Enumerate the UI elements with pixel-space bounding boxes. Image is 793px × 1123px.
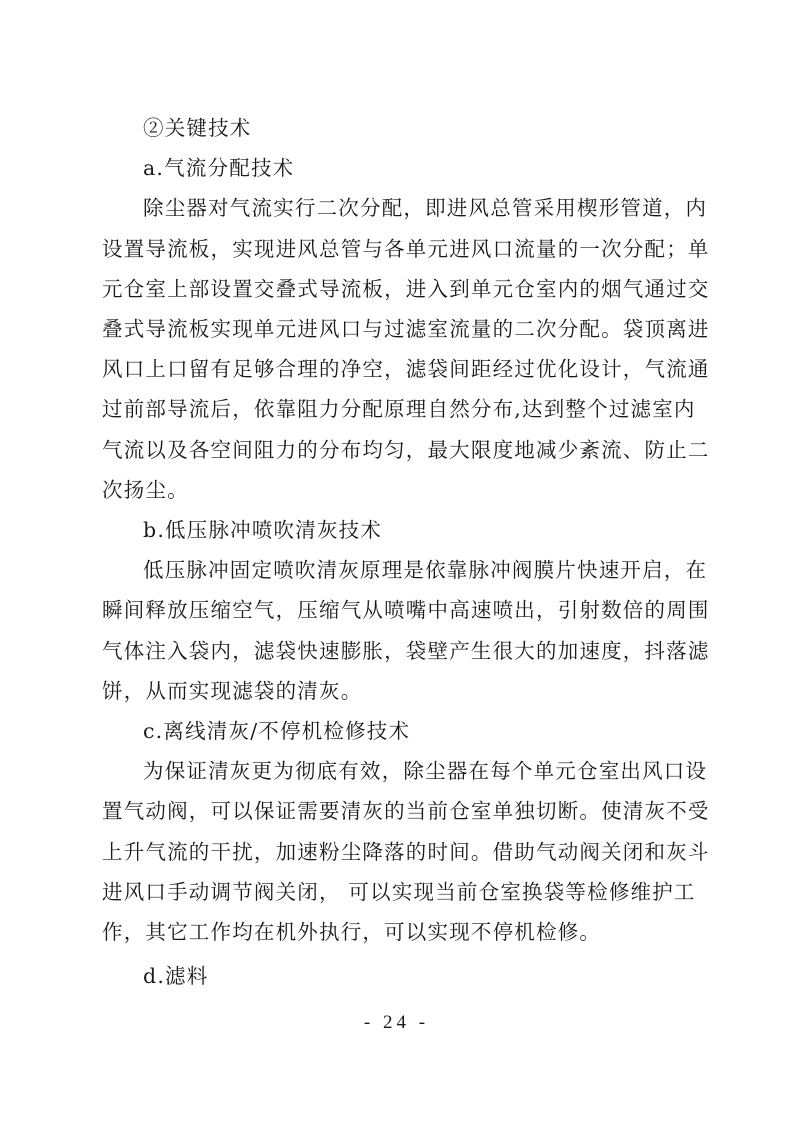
- paragraph-line: 上升气流的干扰，加速粉尘降落的时间。借助气动阀关闭和灰斗: [102, 839, 710, 864]
- paragraph-line: 作，其它工作均在机外执行，可以实现不停机检修。: [102, 920, 602, 945]
- paragraph-line: 饼，从而实现滤袋的清灰。: [102, 678, 363, 703]
- paragraph-line: 次扬尘。: [102, 477, 189, 502]
- paragraph-line: 瞬间释放压缩空气，压缩气从喷嘴中高速喷出，引射数倍的周围: [102, 598, 710, 623]
- heading-offline-cleaning: c.离线清灰/不停机检修技术: [143, 719, 411, 744]
- paragraph-line: 气体注入袋内，滤袋快速膨胀，袋壁产生很大的加速度，抖落滤: [102, 638, 710, 663]
- paragraph-line: 进风口手动调节阀关闭， 可以实现当前仓室换袋等检修维护工: [102, 879, 696, 904]
- paragraph-line: 低压脉冲固定喷吹清灰原理是依靠脉冲阀膜片快速开启，在: [143, 558, 708, 583]
- document-body: [102, 108, 710, 996]
- heading-low-pressure-pulse: b.低压脉冲喷吹清灰技术: [143, 518, 383, 543]
- heading-key-technology: ②关键技术: [143, 116, 252, 140]
- paragraph-line: 叠式导流板实现单元进风口与过滤室流量的二次分配。袋顶离进: [102, 317, 710, 342]
- heading-airflow-distribution: a.气流分配技术: [143, 156, 295, 181]
- paragraph-line: 元仓室上部设置交叠式导流板，进入到单元仓室内的烟气通过交: [102, 276, 710, 301]
- paragraph-line: 为保证清灰更为彻底有效，除尘器在每个单元仓室出风口设: [143, 759, 708, 784]
- paragraph-line: 风口上口留有足够合理的净空，滤袋间距经过优化设计，气流通: [102, 357, 710, 382]
- paragraph-line: 设置导流板，实现进风总管与各单元进风口流量的一次分配；单: [102, 236, 710, 261]
- paragraph-line: 气流以及各空间阻力的分布均匀，最大限度地减少紊流、防止二: [102, 437, 710, 462]
- paragraph-line: 置气动阀，可以保证需要清灰的当前仓室单独切断。使清灰不受: [102, 799, 710, 824]
- paragraph-line: 过前部导流后，依靠阻力分配原理自然分布,达到整个过滤室内: [102, 397, 696, 422]
- paragraph-line: 除尘器对气流实行二次分配，即进风总管采用楔形管道，内: [143, 196, 708, 221]
- page-number: - 24 -: [363, 1012, 430, 1033]
- heading-filter-material: d.滤料: [143, 964, 209, 989]
